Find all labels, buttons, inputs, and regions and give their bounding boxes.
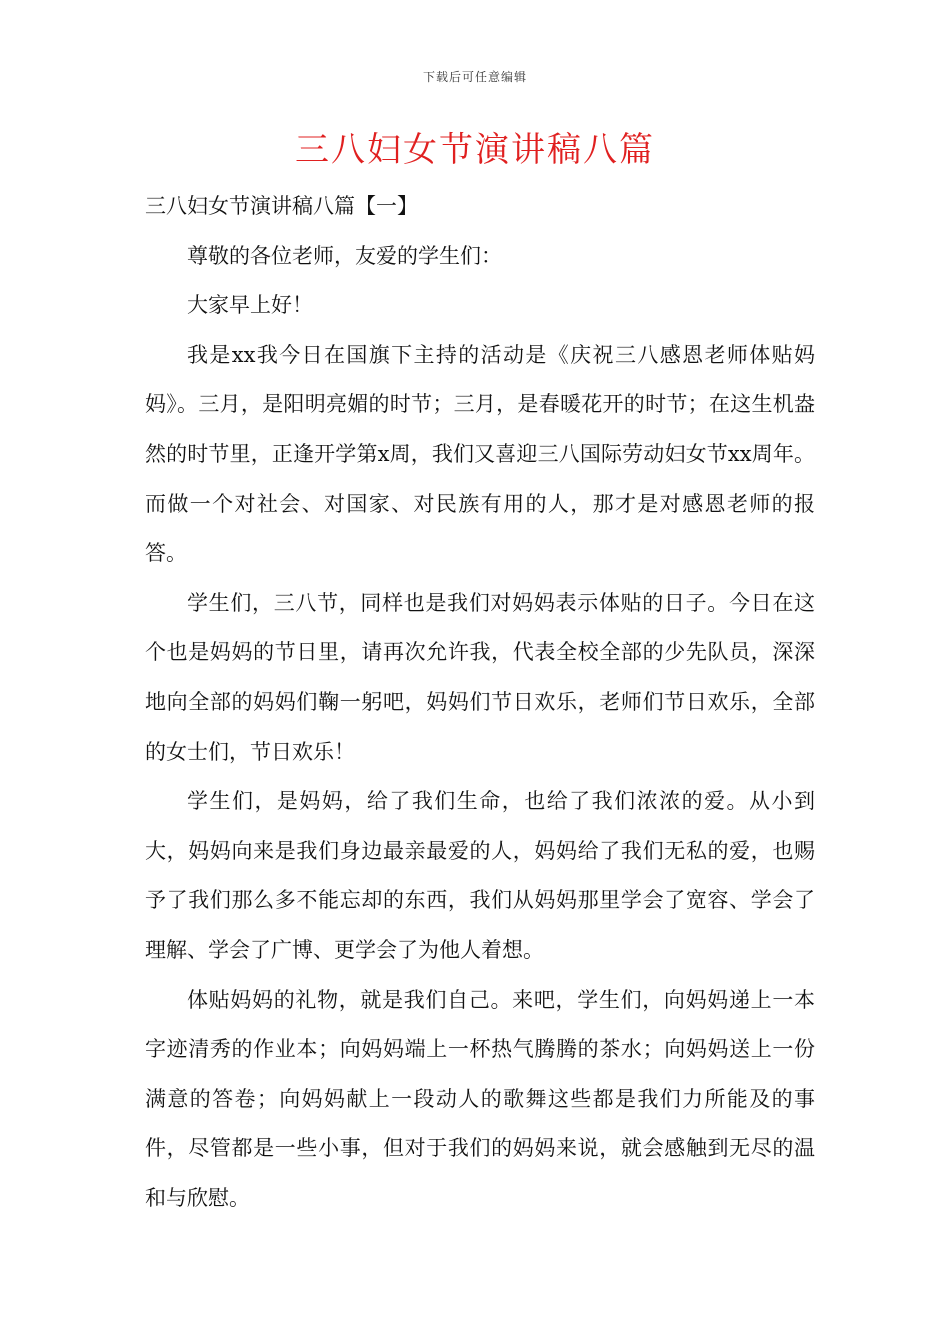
document-body (145, 182, 815, 1223)
document-title: 三八妇女节演讲稿八篇 (295, 130, 655, 170)
paragraph-gift: 体贴妈妈的礼物，就是我们自己。来吧，学生们，向妈妈递上一本字迹清秀的作业本；向妈妈端上一杯热气腾腾的茶水；向妈妈送上一份满意的答卷；向妈妈献上一段动人的歌舞这些都是我们力所能及的事件，尽管都是一些小事，但对于我们的妈妈来说，就会感触到无尽的温和与欣慰。 (145, 987, 815, 1210)
paragraph-mother-love: 学生们，是妈妈，给了我们生命，也给了我们浓浓的爱。从小到大，妈妈向来是我们身边最亲最爱的人，妈妈给了我们无私的爱，也赐予了我们那么多不能忘却的东西，我们从妈妈那里学会了宽容、学会了理解、学会了广博、更学会了为他人着想。 (145, 789, 815, 962)
paragraph-holiday: 学生们，三八节，同样也是我们对妈妈表示体贴的日子。今日在这个也是妈妈的节日里，请再次允许我，代表全校全部的少先队员，深深地向全部的妈妈们鞠一躬吧，妈妈们节日欢乐，老师们节日欢乐，全部的女士们，节日欢乐！ (145, 590, 815, 764)
paragraph-greeting: 尊敬的各位老师，友爱的学生们： (187, 243, 502, 268)
paragraph-morning: 大家早上好！ (187, 293, 313, 318)
section-heading: 三八妇女节演讲稿八篇【一】 (145, 194, 418, 218)
header-note: 下载后可任意编辑 (422, 70, 527, 84)
paragraph-intro: 我是xx我今日在国旗下主持的活动是《庆祝三八感恩老师体贴妈妈》。三月，是阳明亮媚的时节；三月，是春暖花开的时节；在这生机盎然的时节里，正逢开学第x周，我们又喜迎三八国际劳动妇女节xx周年。而做一个对社会、对国家、对民族有用的人，那才是对感恩老师的报答。 (145, 342, 815, 566)
